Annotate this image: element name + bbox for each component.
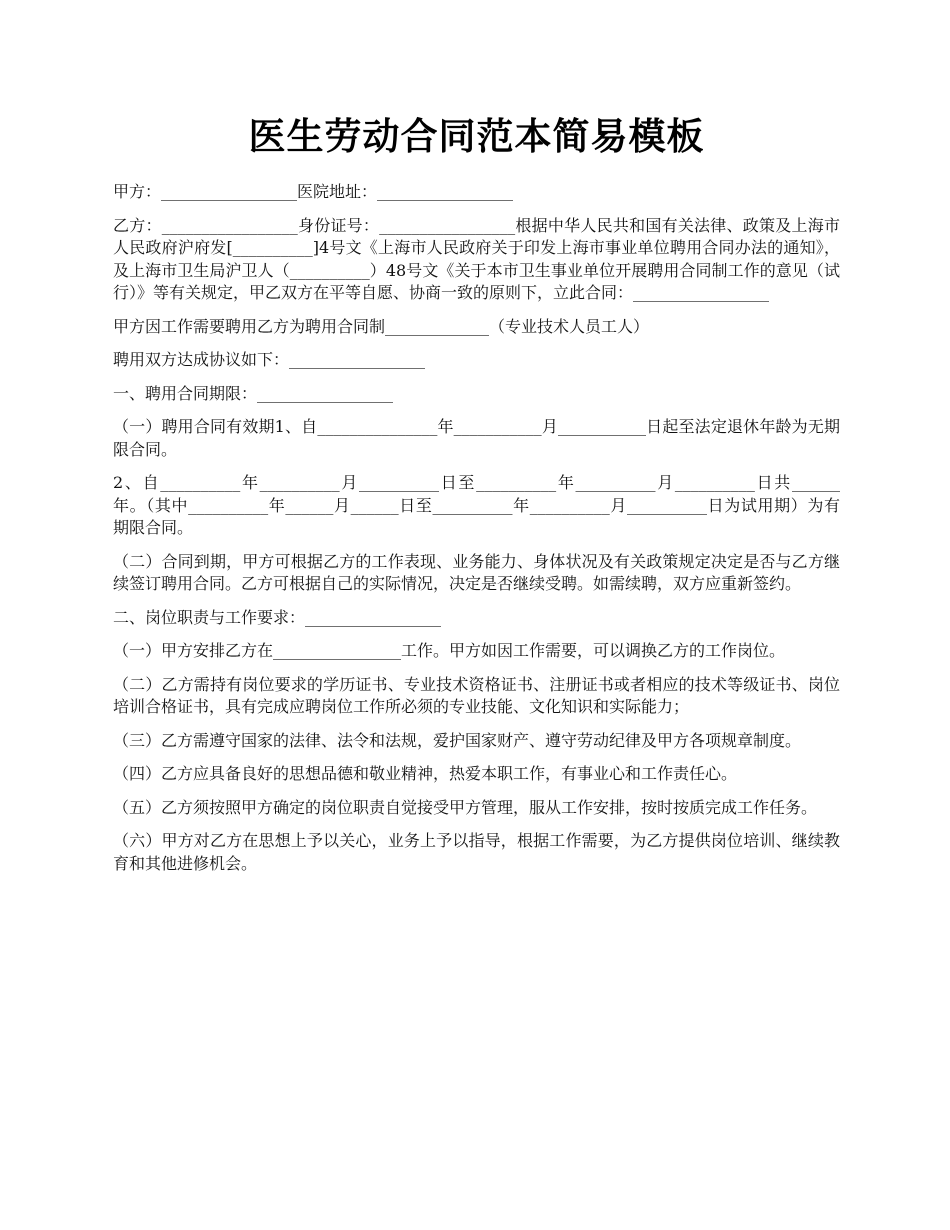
document-title: 医生劳动合同范本简易模板: [248, 114, 705, 158]
party-b-and-legal-basis: 乙方：_________________身份证号：_________________根据中华人民共和国有关法律、政策及上海市人民政府沪府发[__________]4号文《上海市人民政府关于印发上海市事业单位聘用合同办法的通知》，及上海市卫生局沪卫人（__________）48号文《关于本市卫生事业单位开展聘用合同制工作的意见（试行）》等有关规定，甲乙双方在平等自愿、协商一致的原则下，立此合同：_________________: [113, 215, 840, 302]
section-1-clause-1-option-2: 2、自__________年__________月__________日至__________年__________月__________日共______年。（其中__________年______月______日至__________年__________月__________日为试用期）为有期限合同。: [113, 473, 840, 537]
employment-type-line: 甲方因工作需要聘用乙方为聘用合同制_____________（专业技术人员工人）: [113, 316, 650, 336]
agreement-intro: 聘用双方达成协议如下：_________________: [113, 350, 426, 369]
party-a-line: 甲方：_________________医院地址：_________________: [113, 182, 514, 201]
document-body: [113, 181, 840, 875]
section-1-heading: 一、聘用合同期限：_________________: [113, 383, 394, 403]
section-2-clause-4: （四）乙方应具备良好的思想品德和敬业精神，热爱本职工作，有事业心和工作责任心。: [113, 764, 738, 783]
section-2-clause-1: （一）甲方安排乙方在________________工作。甲方如因工作需要，可以调换乙方的工作岗位。: [113, 641, 786, 660]
section-2-clause-2: （二）乙方需持有岗位要求的学历证书、专业技术资格证书、注册证书或者相应的技术等级证书、岗位培训合格证书，具有完成应聘岗位工作所必须的专业技能、文化知识和实际能力；: [113, 674, 840, 716]
section-2-heading: 二、岗位职责与工作要求：_________________: [113, 607, 442, 627]
section-1-clause-1: （一）聘用合同有效期1、自_______________年___________月___________日起至法定退休年龄为无期限合同。: [113, 417, 840, 459]
document-page: [113, 0, 840, 886]
section-2-clause-3: （三）乙方需遵守国家的法律、法令和法规，爱护国家财产、遵守劳动纪律及甲方各项规章制度。: [113, 730, 802, 750]
section-2-clause-5: （五）乙方须按照甲方确定的岗位职责自觉接受甲方管理，服从工作安排，按时按质完成工作任务。: [113, 797, 818, 817]
section-1-clause-2: （二）合同到期，甲方可根据乙方的工作表现、业务能力、身体状况及有关政策规定决定是否与乙方继续签订聘用合同。乙方可根据自己的实际情况，决定是否继续受聘。如需续聘，双方应重新签约。: [113, 551, 840, 593]
section-2-clause-6: （六）甲方对乙方在思想上予以关心，业务上予以指导，根据工作需要，为乙方提供岗位培训、继续教育和其他进修机会。: [113, 831, 840, 873]
